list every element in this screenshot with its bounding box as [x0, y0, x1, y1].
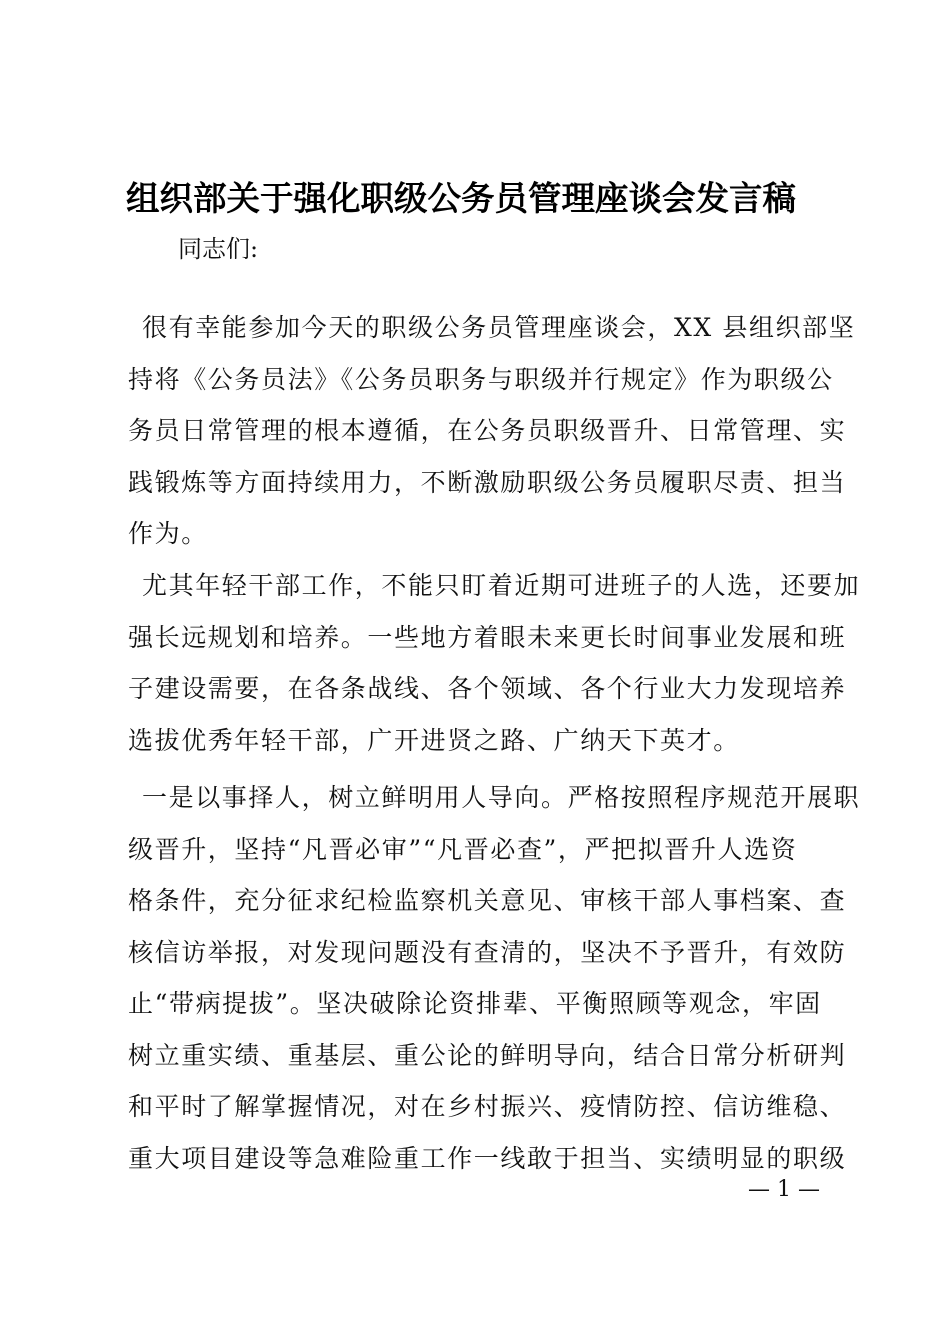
paragraph-1 — [128, 302, 856, 560]
paragraph-line: 子建设需要，在各条战线、各个领域、各个行业大力发现培养 — [128, 674, 847, 703]
document-title: 组织部关于强化职级公务员管理座谈会发言稿 — [126, 179, 796, 218]
page-number: — 1 — — [748, 1177, 820, 1202]
paragraph-line: 务员日常管理的根本遵循，在公务员职级晋升、日常管理、实 — [128, 416, 847, 445]
paragraph-line: 作为。 — [128, 519, 208, 548]
paragraph-3 — [128, 772, 861, 1184]
paragraph-line: 重大项目建设等急难险重工作一线敢于担当、实绩明显的职级 — [128, 1143, 847, 1173]
paragraph-line: 一是以事择人，树立鲜明用人导向。严格按照程序规范开展职 — [142, 783, 861, 812]
paragraph-line: 很有幸能参加今天的职级公务员管理座谈会，XX 县组织部坚 — [142, 313, 856, 342]
paragraph-line: 持将《公务员法》《公务员职务与职级并行规定》作为职级公 — [128, 364, 834, 394]
paragraph-line: 选拔优秀年轻干部，广开进贤之路、广纳天下英才。 — [128, 725, 740, 755]
paragraph-line: 强长远规划和培养。一些地方着眼未来更长时间事业发展和班 — [128, 622, 847, 652]
paragraph-line: 格条件，充分征求纪检监察机关意见、审核干部人事档案、查 — [128, 886, 847, 915]
paragraph-2 — [128, 560, 861, 766]
paragraph-line: 和平时了解掌握情况，对在乡村振兴、疫情防控、信访维稳、 — [128, 1092, 847, 1121]
salutation: 同志们: — [178, 235, 259, 263]
paragraph-line: 核信访举报，对发现问题没有查清的，坚决不予晋升，有效防 — [128, 937, 847, 967]
paragraph-line: 止“带病提拔”。坚决破除论资排辈、平衡照顾等观念，牢固 — [128, 989, 822, 1018]
paragraph-line: 树立重实绩、重基层、重公论的鲜明导向，结合日常分析研判 — [128, 1040, 847, 1070]
paragraph-line: 尤其年轻干部工作，不能只盯着近期可进班子的人选，还要加 — [142, 571, 861, 600]
paragraph-line: 践锻炼等方面持续用力，不断激励职级公务员履职尽责、担当 — [128, 467, 847, 497]
paragraph-line: 级晋升，坚持“凡晋必审”“凡晋必查”，严把拟晋升人选资 — [128, 834, 798, 864]
